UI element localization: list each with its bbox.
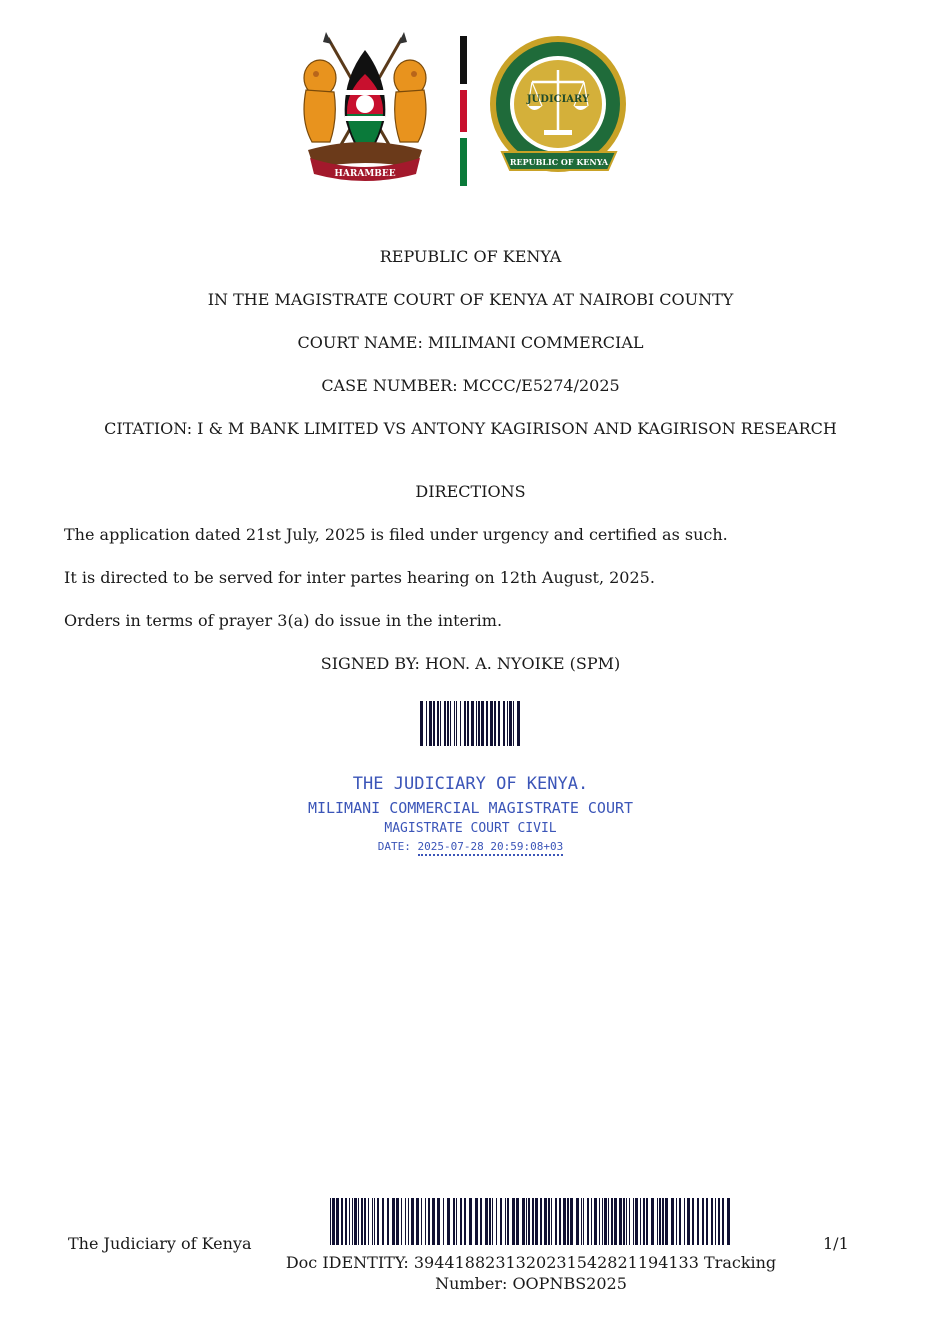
barcode-bar <box>718 1198 720 1245</box>
barcode-bar <box>635 1198 638 1245</box>
barcode-bar <box>608 1198 609 1245</box>
republic-heading: REPUBLIC OF KENYA <box>379 247 562 266</box>
barcode-bar <box>512 1198 515 1245</box>
barcode-bar <box>692 1198 694 1245</box>
stamp-date-label: DATE: <box>377 840 411 853</box>
barcode-bar <box>453 1198 455 1245</box>
barcode-bar <box>443 1198 444 1245</box>
barcode-bar <box>354 1198 357 1245</box>
barcode-bar <box>425 1198 426 1245</box>
barcode-bar <box>727 1198 730 1245</box>
barcode-bar <box>456 701 457 746</box>
body-paragraph-1: The application dated 21st July, 2025 is filed under urgency and certified as such. <box>64 525 728 544</box>
barcode-bar <box>421 1198 422 1245</box>
barcode-bar <box>697 1198 699 1245</box>
court-name: COURT NAME: MILIMANI COMMERCIAL <box>297 333 644 352</box>
barcode-bar <box>614 1198 617 1245</box>
barcode-bar <box>447 1198 450 1245</box>
barcode-bar <box>456 1198 457 1245</box>
barcode-bar <box>361 1198 363 1245</box>
barcode-bar <box>464 701 466 746</box>
barcode-bar <box>633 1198 634 1245</box>
barcode-bar <box>583 1198 584 1245</box>
barcode-bar <box>594 1198 597 1245</box>
barcode-bar <box>460 1198 462 1245</box>
barcode-bar <box>711 1198 713 1245</box>
citation: CITATION: I & M BANK LIMITED VS ANTONY KAGIRISON AND KAGIRISON RESEARCH <box>104 419 837 438</box>
coat-of-arms-icon <box>290 30 440 190</box>
barcode-bar <box>368 1198 369 1245</box>
barcode-bar <box>513 701 514 746</box>
barcode-bar <box>679 1198 681 1245</box>
barcode-bar <box>540 1198 542 1245</box>
court-title: IN THE MAGISTRATE COURT OF KENYA AT NAIROBI COUNTY <box>207 290 734 309</box>
motto-text: HARAMBEE <box>334 169 396 179</box>
barcode-bar <box>437 1198 440 1245</box>
barcode-bar <box>450 701 451 746</box>
stamp-line-judiciary: THE JUDICIARY OF KENYA. <box>352 774 589 794</box>
footer-page-number: 1/1 <box>823 1234 849 1253</box>
barcode-bar <box>591 1198 592 1245</box>
barcode-bar <box>687 1198 690 1245</box>
barcode-bar <box>623 1198 625 1245</box>
directions-heading: DIRECTIONS <box>415 482 526 501</box>
barcode-bar <box>392 1198 395 1245</box>
barcode-bar <box>522 1198 525 1245</box>
barcode-bar <box>492 1198 493 1245</box>
barcode-bar <box>706 1198 708 1245</box>
barcode-bar <box>532 1198 534 1245</box>
barcode-bar <box>490 701 493 746</box>
barcode-bar <box>454 701 455 746</box>
barcode-bar <box>374 1198 375 1245</box>
barcode-bar <box>526 1198 527 1245</box>
barcode-bar <box>507 1198 509 1245</box>
barcode-bar <box>702 1198 704 1245</box>
barcode-bar <box>437 701 439 746</box>
barcode-bar <box>551 1198 552 1245</box>
barcode-bar <box>387 1198 389 1245</box>
header-emblems <box>290 30 635 190</box>
barcode-bar <box>426 701 427 746</box>
barcode-bar <box>722 1198 724 1245</box>
barcode-bar <box>507 701 508 746</box>
barcode-bar <box>587 1198 589 1245</box>
barcode-bar <box>500 1198 502 1245</box>
barcode-bar <box>570 1198 573 1245</box>
barcode-bar <box>563 1198 566 1245</box>
barcode-bar <box>382 1198 384 1245</box>
barcode-bar <box>478 701 480 746</box>
barcode-bar <box>684 1198 685 1245</box>
barcode-bar <box>352 1198 353 1245</box>
barcode-bar <box>428 1198 430 1245</box>
barcode-bar <box>626 1198 627 1245</box>
body-paragraph-3: Orders in terms of prayer 3(a) do issue in the interim. <box>64 611 503 630</box>
barcode-bar <box>646 1198 648 1245</box>
barcode-bar <box>469 1198 472 1245</box>
barcode-bar <box>505 1198 506 1245</box>
barcode-bar <box>467 701 469 746</box>
barcode-bar <box>358 1198 359 1245</box>
barcode-bar <box>481 701 484 746</box>
barcode-bar <box>349 1198 350 1245</box>
barcode-bar <box>377 1198 379 1245</box>
seal-bottom-text: REPUBLIC OF KENYA <box>509 157 609 167</box>
footer-issuer: The Judiciary of Kenya <box>68 1234 252 1253</box>
barcode-bar <box>411 1198 414 1245</box>
barcode-bar <box>447 701 449 746</box>
barcode-bar <box>471 701 474 746</box>
barcode-bar <box>476 701 477 746</box>
barcode-bar <box>576 1198 579 1245</box>
barcode-bar <box>464 1198 466 1245</box>
barcode-bar <box>345 1198 347 1245</box>
barcode-bar <box>341 1198 343 1245</box>
barcode-bar <box>405 1198 406 1245</box>
barcode-bar <box>364 1198 366 1245</box>
barcode-bar <box>330 1198 331 1245</box>
barcode-bar <box>444 701 446 746</box>
barcode-bar <box>643 1198 645 1245</box>
barcode-bar <box>581 1198 582 1245</box>
barcode-bar <box>559 1198 561 1245</box>
barcode-bar <box>432 1198 435 1245</box>
barcode-bar <box>611 1198 613 1245</box>
flag-divider <box>460 36 467 186</box>
barcode-bar <box>619 1198 622 1245</box>
barcode-bar <box>332 1198 335 1245</box>
barcode-bar <box>657 1198 658 1245</box>
barcode-bar <box>602 1198 603 1245</box>
barcode-bar <box>516 1198 519 1245</box>
stamp-line-court: MILIMANI COMMERCIAL MAGISTRATE COURT <box>307 799 634 817</box>
barcode-bar <box>567 1198 569 1245</box>
barcode-bar <box>535 1198 538 1245</box>
barcode-bar <box>555 1198 557 1245</box>
barcode-bar <box>433 701 435 746</box>
barcode-bar <box>599 1198 600 1245</box>
barcode-bar <box>548 1198 550 1245</box>
barcode-bar <box>503 701 505 746</box>
barcode-bar <box>604 1198 607 1245</box>
barcode-bar <box>401 1198 402 1245</box>
barcode-bar <box>662 1198 664 1245</box>
barcode-bar <box>528 1198 530 1245</box>
barcode-bar <box>659 1198 661 1245</box>
barcode-bar <box>640 1198 641 1245</box>
barcode-bar <box>509 701 512 746</box>
signature-barcode-icon <box>420 701 520 746</box>
barcode-bar <box>671 1198 674 1245</box>
barcode-bar <box>396 1198 399 1245</box>
barcode-bar <box>629 1198 630 1245</box>
barcode-bar <box>485 1198 488 1245</box>
barcode-bar <box>460 701 461 746</box>
barcode-bar <box>480 1198 482 1245</box>
barcode-bar <box>336 1198 339 1245</box>
barcode-bar <box>676 1198 677 1245</box>
barcode-bar <box>517 701 520 746</box>
barcode-bar <box>498 701 500 746</box>
barcode-bar <box>420 701 423 746</box>
barcode-bar <box>372 1198 373 1245</box>
barcode-bar <box>429 701 432 746</box>
stamp-date-value[interactable]: 2025-07-28 20:59:08+03 <box>418 840 564 856</box>
signed-by: SIGNED BY: HON. A. NYOIKE (SPM) <box>320 654 621 673</box>
barcode-bar <box>440 701 441 746</box>
barcode-bar <box>651 1198 654 1245</box>
judiciary-seal-icon <box>488 34 630 186</box>
stamp-line-division: MAGISTRATE COURT CIVIL <box>384 821 557 836</box>
stamp-date <box>0 840 941 854</box>
barcode-bar <box>715 1198 716 1245</box>
barcode-bar <box>494 701 496 746</box>
footer-doc-identity: Doc IDENTITY: 39441882313202315428211941​33 Tracking Number: OOPNBS2025 <box>285 1253 777 1293</box>
barcode-bar <box>489 1198 491 1245</box>
body-paragraph-2: It is directed to be served for inter partes hearing on 12th August, 2025. <box>64 568 655 587</box>
case-number: CASE NUMBER: MCCC/E5274/2025 <box>321 376 620 395</box>
barcode-bar <box>475 1198 478 1245</box>
seal-top-text: JUDICIARY <box>526 94 590 105</box>
barcode-bar <box>416 1198 419 1245</box>
barcode-bar <box>408 1198 409 1245</box>
barcode-bar <box>486 701 488 746</box>
document-barcode-icon <box>330 1198 732 1245</box>
barcode-bar <box>544 1198 547 1245</box>
barcode-bar <box>665 1198 668 1245</box>
barcode-bar <box>496 1198 497 1245</box>
